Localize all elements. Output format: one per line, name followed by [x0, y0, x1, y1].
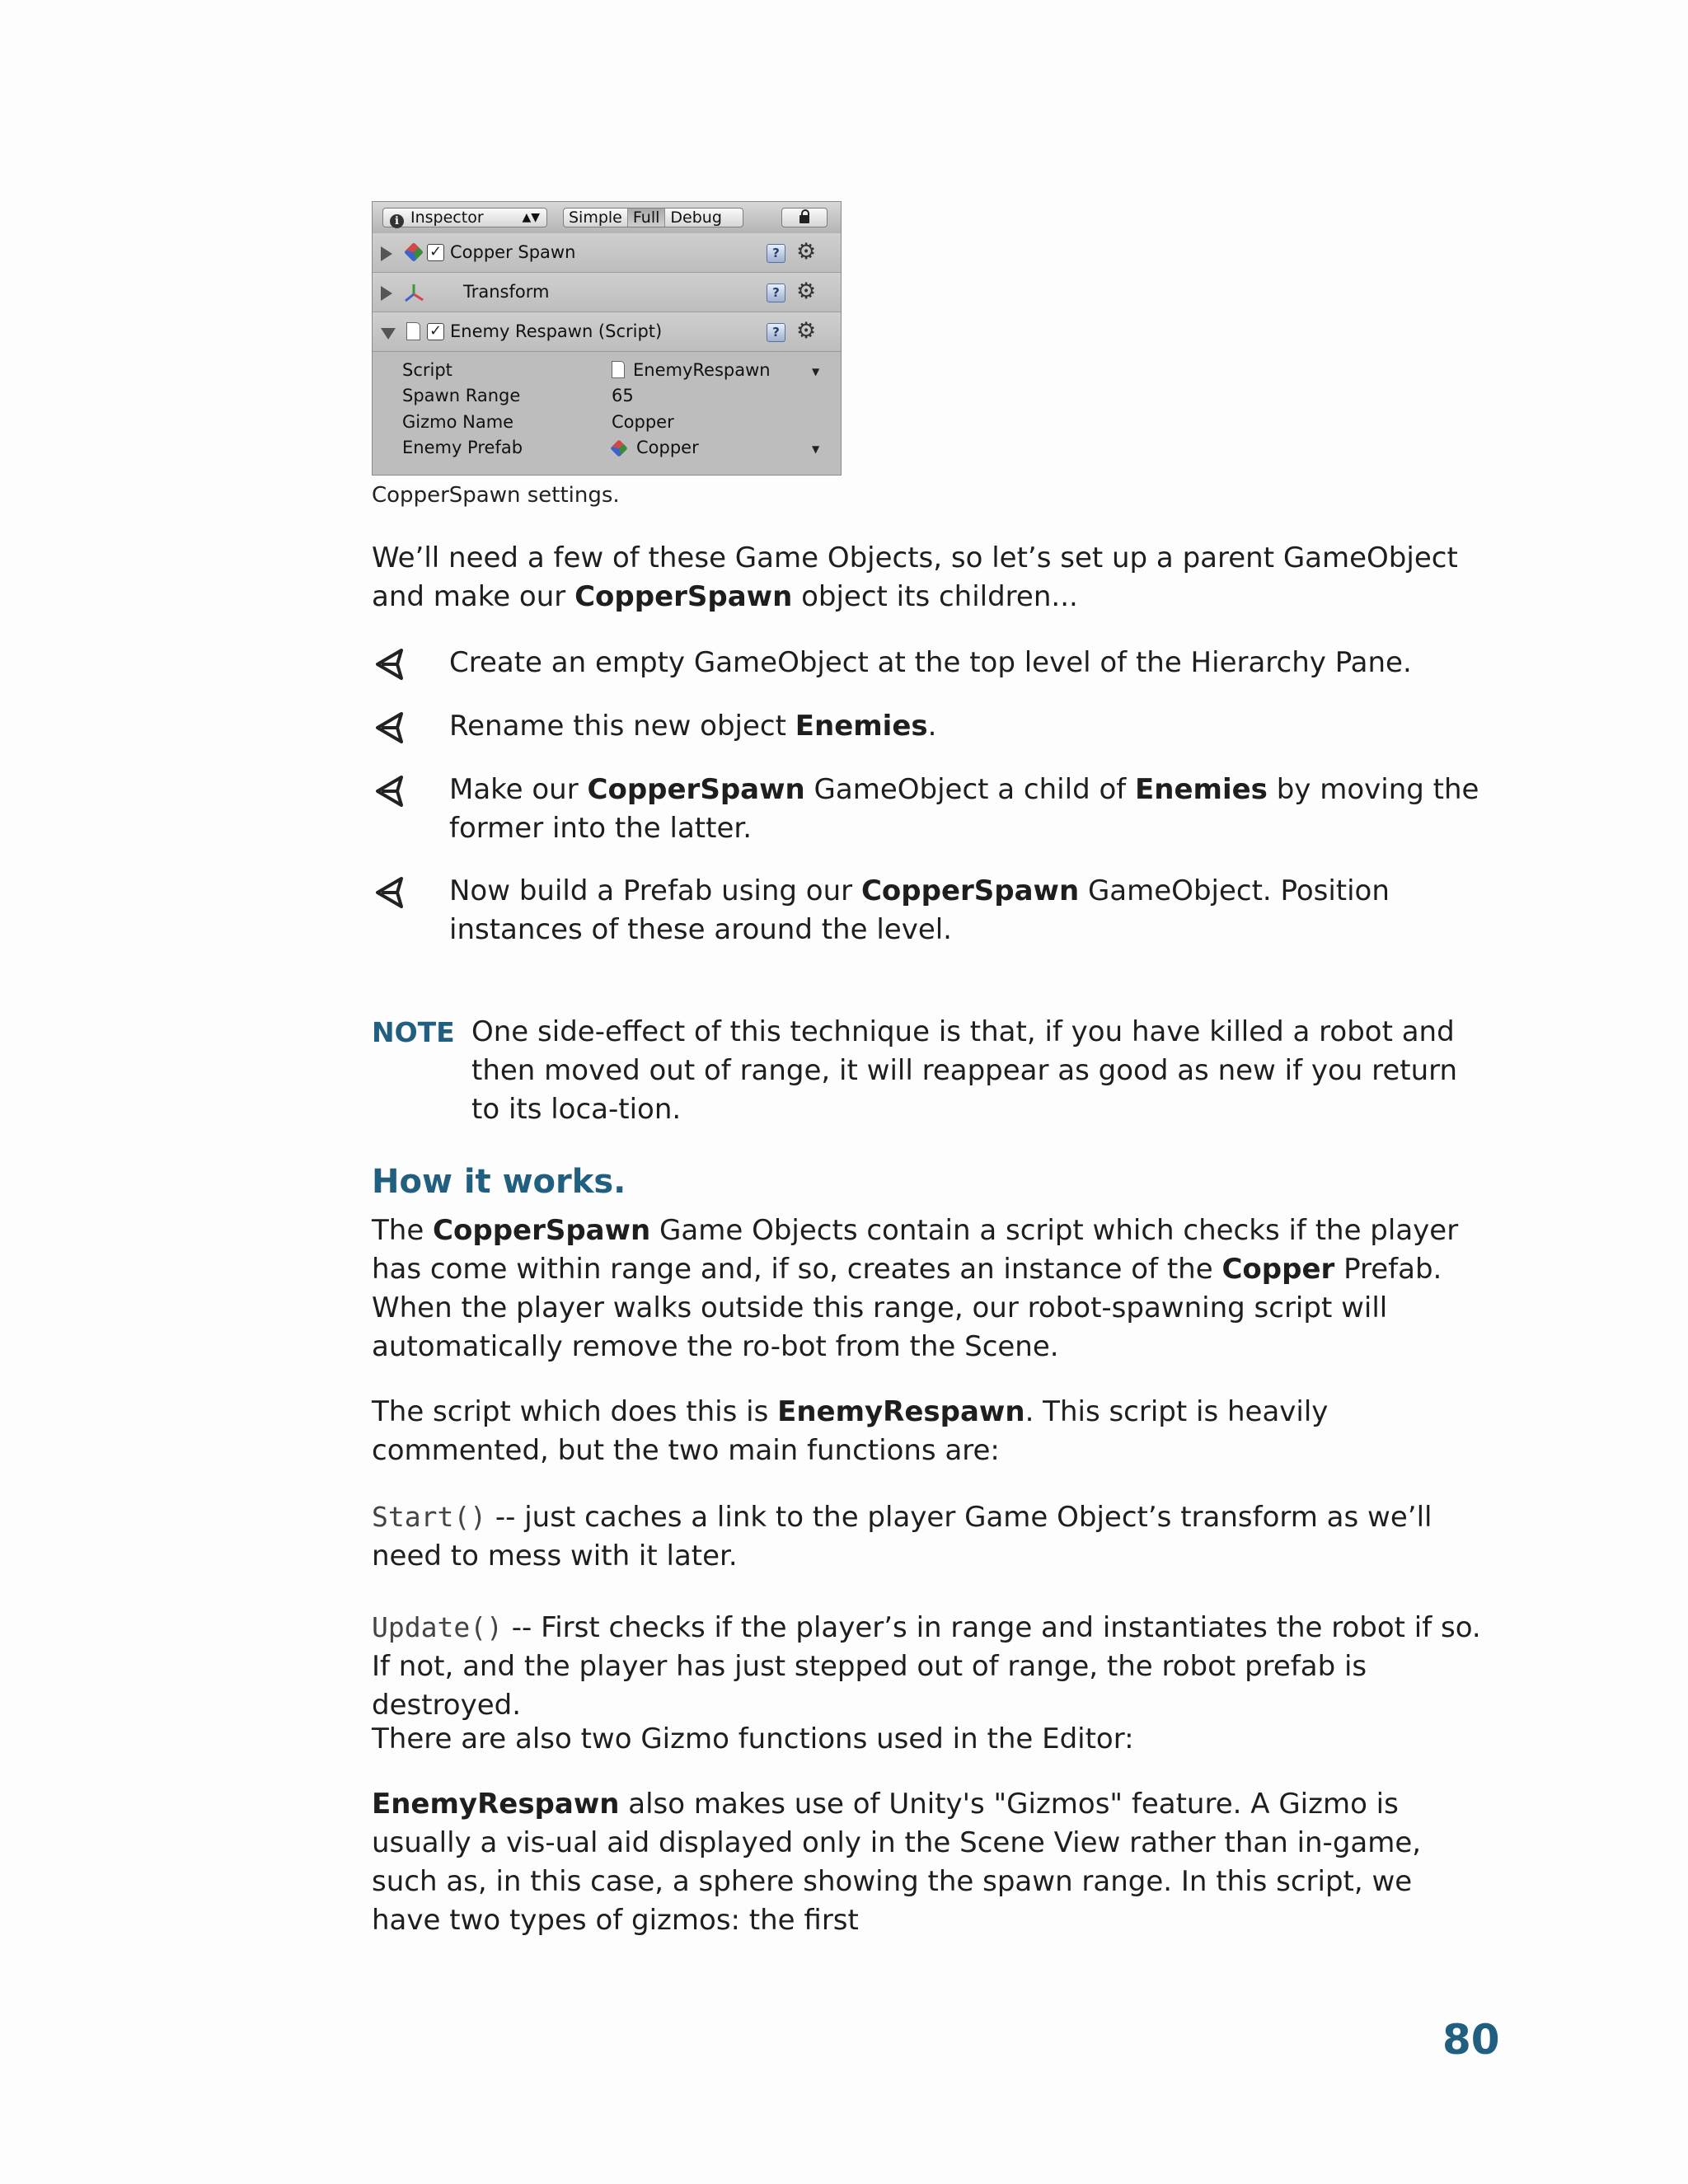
- unity-bullet-icon: [372, 646, 408, 682]
- cube-icon: [610, 439, 628, 457]
- property-label: Enemy Prefab: [402, 438, 523, 457]
- info-icon: i: [390, 214, 404, 228]
- property-value-script: [612, 360, 771, 380]
- enabled-checkbox: ✓: [427, 323, 444, 340]
- gear-icon: ⚙: [796, 239, 817, 265]
- page-number: 80: [1442, 2016, 1500, 2064]
- how-it-works-paragraph: The CopperSpawn Game Objects contain a script which checks if the player has come within range and, if so, creates an instance of the Copper Prefab. When the player walks outside this range, our robot-spawning script will automatically remove the ro-bot from the Scene.: [372, 1214, 1459, 1363]
- help-book-icon: ?: [767, 323, 785, 342]
- cube-icon: [404, 242, 424, 262]
- lock-icon: [799, 215, 809, 223]
- unity-bullet-icon: [372, 710, 408, 746]
- gear-icon: ⚙: [796, 279, 817, 304]
- section-heading: How it works.: [372, 1163, 626, 1201]
- inspector-panel-figure: [372, 201, 842, 476]
- component-row-copper-spawn: [373, 233, 841, 273]
- property-value-text: Copper: [636, 438, 699, 457]
- updown-arrows-icon: ▲▼: [522, 211, 540, 224]
- intro-paragraph: We’ll need a few of these Game Objects, so let’s set up a parent GameObject and make our CopperSpawn object its children...: [372, 541, 1458, 613]
- unity-bullet-icon: [372, 874, 408, 911]
- unity-bullet-icon: [372, 773, 408, 809]
- dropdown-arrow-icon: ▼: [812, 366, 820, 377]
- function-name-code: Update(): [372, 1611, 503, 1643]
- figure-caption: CopperSpawn settings.: [372, 483, 620, 508]
- script-paragraph: The script which does this is EnemyRespawn. This script is heavily commented, but the two main functions are:: [372, 1395, 1329, 1467]
- inspector-title: Inspector: [410, 209, 484, 227]
- enabled-checkbox: ✓: [427, 244, 444, 261]
- property-label: Spawn Range: [402, 386, 521, 405]
- step-item: Rename this new object Enemies.: [449, 710, 937, 743]
- component-name: Enemy Respawn (Script): [450, 321, 663, 341]
- note-label: NOTE: [372, 1016, 455, 1048]
- property-value-enemy-prefab: [612, 438, 699, 457]
- expanded-arrow-icon: [381, 328, 396, 340]
- mode-debug: Debug: [670, 209, 722, 227]
- component-name: Copper Spawn: [450, 242, 576, 262]
- axes-icon: [402, 281, 425, 304]
- script-doc-icon: [406, 322, 420, 340]
- mode-simple: Simple: [564, 209, 628, 227]
- property-value-spawn-range: 65: [612, 386, 634, 405]
- function-name-code: Start(): [372, 1501, 487, 1533]
- step-item: Make our CopperSpawn GameObject a child of Enemies by moving the former into the latter.: [449, 773, 1479, 845]
- help-book-icon: ?: [767, 284, 785, 302]
- script-doc-icon: [612, 361, 625, 378]
- gizmo-intro-paragraph: There are also two Gizmo functions used in the Editor:: [372, 1722, 1134, 1755]
- component-name: Transform: [463, 282, 550, 302]
- mode-full: Full: [628, 209, 666, 227]
- property-value-text: EnemyRespawn: [633, 360, 771, 380]
- inspector-mode-switch: [563, 208, 743, 227]
- component-row-enemy-respawn: [373, 312, 841, 352]
- note-text: One side-effect of this technique is that, if you have killed a robot and then moved out of range, it will reappear as good as new if you return to its loca-tion.: [471, 1015, 1458, 1126]
- enemy-respawn-paragraph: EnemyRespawn also makes use of Unity's "Gizmos" feature. A Gizmo is usually a vis-ual aid displayed only in the Scene View rather than in-game, such as, in this case, a sphere showing the spawn range. In this script, we have two types of gizmos: the first: [372, 1788, 1422, 1937]
- property-label: Script: [402, 360, 452, 380]
- collapsed-arrow-icon: [381, 286, 392, 301]
- gear-icon: ⚙: [796, 318, 817, 344]
- inspector-toolbar: [373, 202, 841, 234]
- help-book-icon: ?: [767, 244, 785, 263]
- lock-toggle: [781, 208, 828, 227]
- dropdown-arrow-icon: ▼: [812, 443, 820, 455]
- property-value-gizmo-name: Copper: [612, 412, 674, 432]
- start-function-paragraph: Start() -- just caches a link to the player Game Object’s transform as we’ll need to mess with it later.: [372, 1501, 1432, 1572]
- step-item: Now build a Prefab using our CopperSpawn GameObject. Position instances of these around the level.: [449, 874, 1390, 946]
- inspector-title-dropdown: [382, 208, 547, 227]
- component-row-transform: [373, 273, 841, 312]
- step-item: Create an empty GameObject at the top level of the Hierarchy Pane.: [449, 646, 1412, 679]
- collapsed-arrow-icon: [381, 246, 392, 261]
- property-label: Gizmo Name: [402, 412, 514, 432]
- update-function-paragraph: Update() -- First checks if the player’s in range and instantiates the robot if so. If not, and the player has just stepped out of range, the robot prefab is destroyed.: [372, 1611, 1481, 1722]
